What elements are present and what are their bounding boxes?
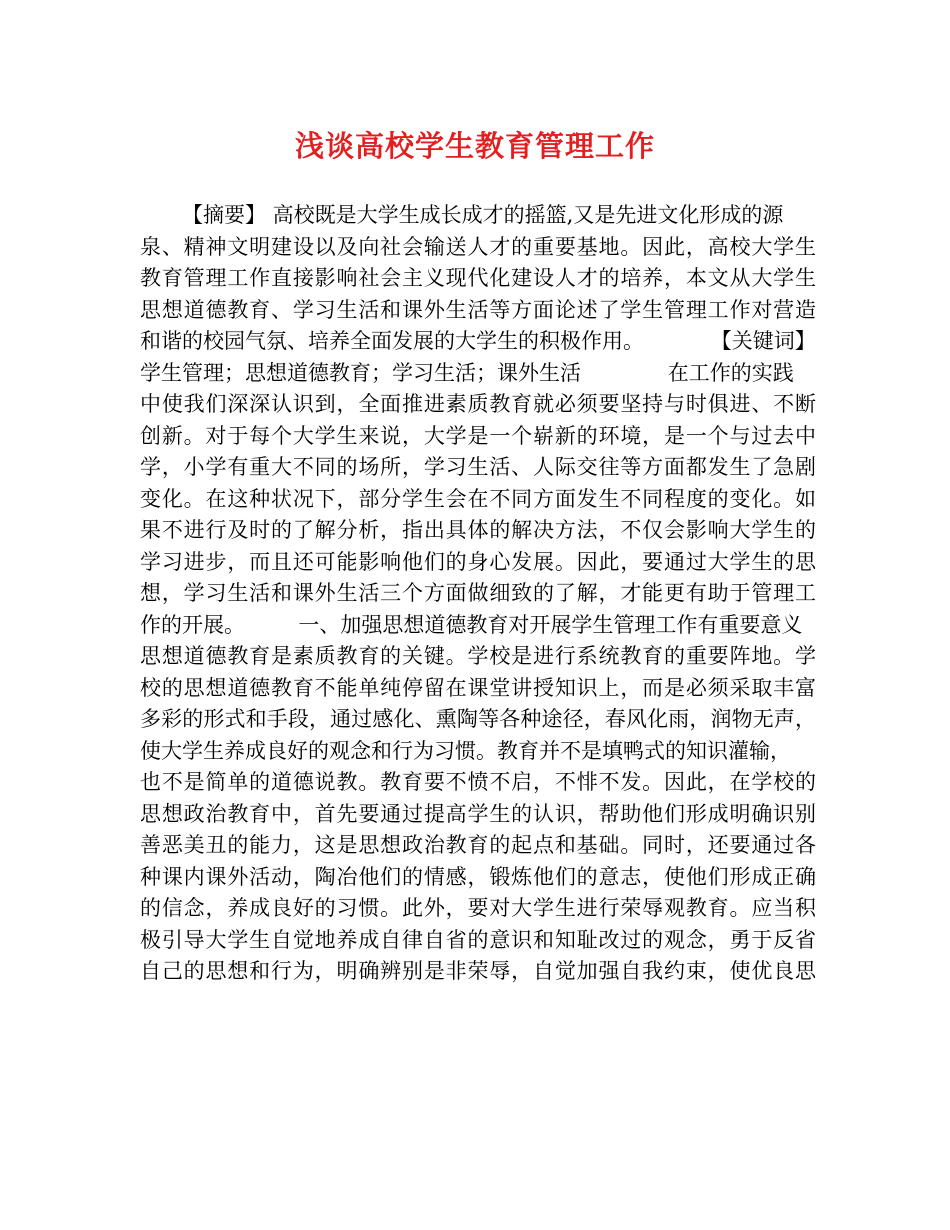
body-line: 自己的思想和行为，明确辨别是非荣辱，自觉加强自我约束，使优良思	[140, 959, 816, 983]
body-line: 多彩的形式和手段，通过感化、熏陶等各种途径，春风化雨，润物无声，	[140, 707, 816, 731]
body-line: 泉、精神文明建设以及向社会输送人才的重要基地。因此，高校大学生	[140, 234, 816, 259]
body-line: 学习进步，而且还可能影响他们的身心发展。因此，要通过大学生的思	[140, 549, 816, 574]
body-line: 果不进行及时的了解分析，指出具体的解决方法，不仅会影响大学生的	[140, 518, 816, 542]
body-line: 学，小学有重大不同的场所，学习生活、人际交往等方面都发生了急剧	[140, 455, 816, 479]
body-line: 思想道德教育是素质教育的关键。学校是进行系统教育的重要阵地。学	[140, 644, 816, 668]
document-title: 浅谈高校学生教育管理工作	[294, 129, 655, 163]
document-body	[140, 200, 816, 988]
body-line: 和谐的校园气氛、培养全面发展的大学生的积极作用。 【关键词】	[140, 329, 816, 353]
body-line: 极引导大学生自觉地养成自律自省的意识和知耻改过的观念，勇于反省	[140, 927, 816, 952]
body-line: 中使我们深深认识到，全面推进素质教育就必须要坚持与时俱进、不断	[140, 392, 816, 416]
body-line: 种课内课外活动，陶冶他们的情感，锻炼他们的意志，使他们形成正确	[140, 864, 816, 889]
body-line: 思想政治教育中，首先要通过提高学生的认识，帮助他们形成明确识别	[140, 801, 816, 826]
body-line: 校的思想道德教育不能单纯停留在课堂讲授知识上，而是必须采取丰富	[140, 675, 816, 700]
body-line: 善恶美丑的能力，这是思想政治教育的起点和基础。同时，还要通过各	[140, 833, 816, 857]
body-line: 思想道德教育、学习生活和课外生活等方面论述了学生管理工作对营造	[140, 297, 816, 322]
body-line: 变化。在这种状况下，部分学生会在不同方面发生不同程度的变化。如	[140, 486, 816, 511]
body-line: 想，学习生活和课外生活三个方面做细致的了解，才能更有助于管理工	[140, 581, 816, 605]
body-line: 创新。对于每个大学生来说，大学是一个崭新的环境，是一个与过去中	[140, 423, 816, 448]
body-line: 的信念，养成良好的习惯。此外，要对大学生进行荣辱观教育。应当积	[140, 896, 816, 920]
body-line: 使大学生养成良好的观念和行为习惯。教育并不是填鸭式的知识灌输，	[140, 738, 791, 763]
body-line: 教育管理工作直接影响社会主义现代化建设人才的培养，本文从大学生	[140, 266, 816, 290]
body-line: 【摘要】 高校既是大学生成长成才的摇篮,又是先进文化形成的源	[182, 203, 784, 227]
body-line: 作的开展。 一、加强思想道德教育对开展学生管理工作有重要意义	[140, 612, 803, 637]
body-line: 也不是简单的道德说教。教育要不愤不启，不悱不发。因此，在学校的	[140, 770, 816, 794]
body-line: 学生管理；思想道德教育；学习生活；课外生活 在工作的实践	[140, 360, 794, 385]
